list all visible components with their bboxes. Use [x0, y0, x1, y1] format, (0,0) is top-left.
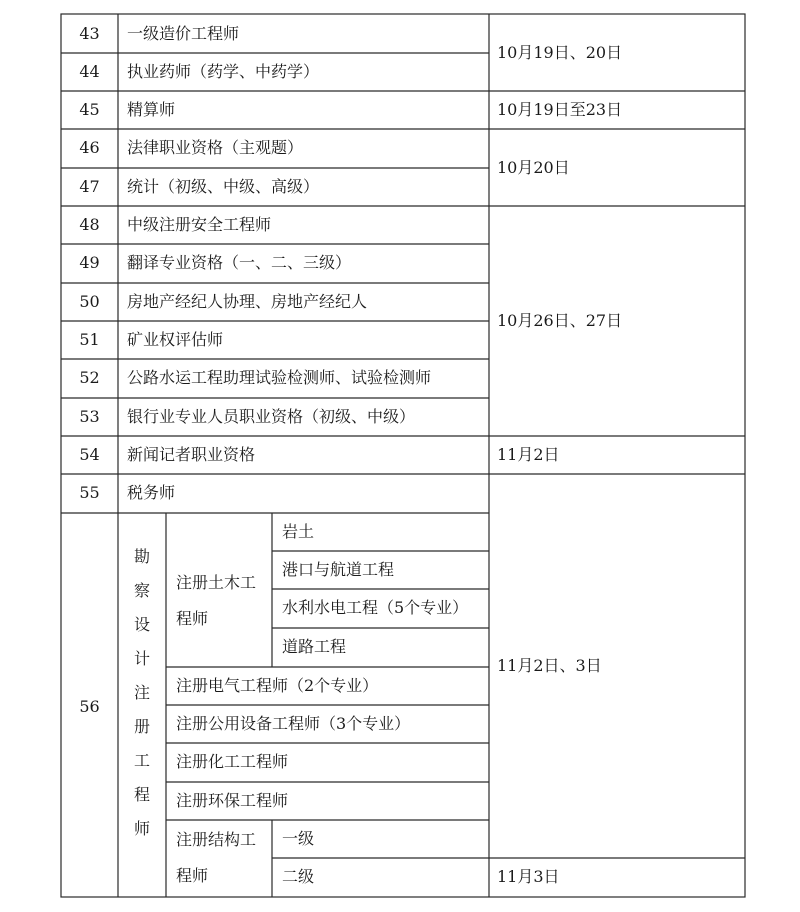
row-number: 47	[79, 177, 100, 196]
row-number: 49	[79, 253, 100, 272]
qualification-name: 统计（初级、中级、高级）	[127, 177, 320, 196]
row-number: 43	[79, 24, 100, 43]
civil-item: 港口与航道工程	[282, 560, 395, 579]
qualification-name: 新闻记者职业资格	[127, 445, 256, 464]
exam-date: 10月26日、27日	[497, 311, 623, 330]
qualification-name: 翻译专业资格（一、二、三级）	[127, 253, 352, 272]
row-number: 54	[79, 445, 100, 464]
exam-date: 10月19日、20日	[497, 43, 623, 62]
qualification-name: 一级造价工程师	[127, 24, 240, 43]
qualification-name: 银行业专业人员职业资格（初级、中级）	[127, 407, 416, 426]
category-label: 勘察设计注册工程师	[133, 547, 150, 838]
row-number: 45	[79, 100, 100, 119]
exam-date: 10月20日	[497, 158, 570, 177]
row-number: 51	[79, 330, 100, 349]
structural-engineer-label	[176, 822, 256, 894]
chemical-engineer: 注册化工工程师	[176, 752, 289, 771]
exam-date: 11月2日	[497, 445, 560, 464]
row-number: 52	[79, 368, 100, 387]
structural-engineer-label-text: 注册结构工程师	[176, 830, 257, 885]
row-number: 53	[79, 407, 100, 426]
structural-level: 一级	[282, 829, 315, 848]
qualification-name: 中级注册安全工程师	[127, 215, 272, 234]
qualification-name: 房地产经纪人协理、房地产经纪人	[127, 292, 368, 311]
qualification-name: 法律职业资格（主观题）	[127, 138, 304, 157]
utilities-engineer: 注册公用设备工程师（3个专业）	[176, 714, 411, 733]
row-number: 50	[79, 292, 100, 311]
row-number: 56	[79, 697, 100, 716]
civil-item: 岩土	[282, 522, 315, 541]
exam-date: 10月19日至23日	[497, 100, 623, 119]
qualification-name: 税务师	[127, 483, 176, 502]
qualification-name: 矿业权评估师	[127, 330, 224, 349]
row-number: 46	[79, 138, 100, 157]
row-number: 48	[79, 215, 100, 234]
environmental-engineer: 注册环保工程师	[176, 791, 289, 810]
row-number: 55	[79, 483, 100, 502]
exam-date: 11月2日、3日	[497, 656, 602, 675]
exam-date: 11月3日	[497, 867, 560, 886]
civil-engineer-label-text: 注册土木工程师	[176, 573, 257, 628]
row-number: 44	[79, 62, 100, 81]
qualification-name: 执业药师（药学、中药学）	[127, 62, 320, 81]
civil-item: 道路工程	[282, 637, 347, 656]
civil-item: 水利水电工程（5个专业）	[282, 598, 469, 617]
qualification-name: 公路水运工程助理试验检测师、试验检测师	[127, 368, 432, 387]
structural-level: 二级	[282, 867, 315, 886]
civil-engineer-label	[176, 565, 266, 637]
qualification-name: 精算师	[127, 100, 176, 119]
electrical-engineer: 注册电气工程师（2个专业）	[176, 676, 379, 695]
